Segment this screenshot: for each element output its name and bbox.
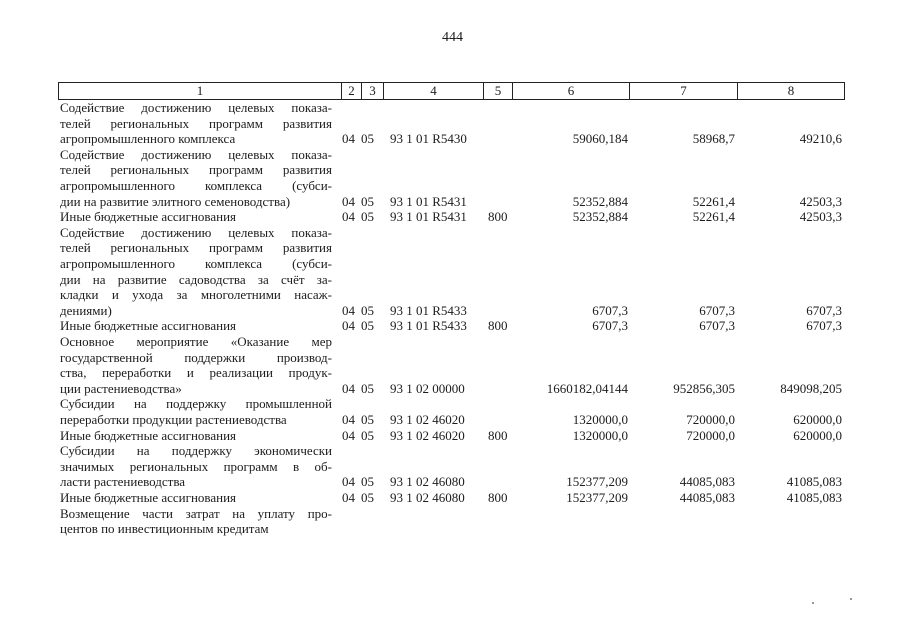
row-description [60, 318, 332, 334]
amount-col-7: 52261,4 [692, 209, 735, 225]
description-line: дии на развитие садоводства за счёт за- [60, 271, 332, 287]
header-col-4: 4 [384, 83, 484, 99]
amount-col-7: 952856,305 [673, 380, 735, 396]
subsection-code: 05 [361, 193, 374, 209]
section-code: 04 [342, 474, 355, 490]
description-line: дениями) [60, 302, 112, 318]
description-line: Субсидии на поддержку экономически [60, 443, 332, 459]
section-code: 04 [342, 131, 355, 147]
description-line: дии на развитие элитного семеноводства) [60, 193, 291, 209]
subsection-code: 05 [361, 131, 374, 147]
description-line: Иные бюджетные ассигнования [60, 427, 237, 443]
header-col-7: 7 [630, 83, 738, 99]
subsection-code: 05 [361, 380, 374, 396]
row-description [60, 225, 332, 319]
target-article-code: 93 1 02 00000 [390, 380, 465, 396]
section-code: 04 [342, 427, 355, 443]
row-description [60, 147, 332, 209]
target-article-code: 93 1 01 R5433 [390, 302, 467, 318]
table-row [0, 100, 905, 147]
description-line: кладки и ухода за многолетними насаж- [60, 287, 332, 303]
header-col-2: 2 [342, 83, 362, 99]
amount-col-8: 41085,083 [786, 474, 842, 490]
amount-col-8: 42503,3 [799, 193, 842, 209]
amount-col-6: 1660182,04144 [546, 380, 628, 396]
description-line: Содействие достижению целевых показа- [60, 100, 332, 115]
table-row [0, 225, 905, 319]
description-line: государственной поддержки производ- [60, 349, 332, 365]
amount-col-7: 52261,4 [692, 193, 735, 209]
description-line: Иные бюджетные ассигнования [60, 209, 237, 225]
table-row [0, 443, 905, 490]
section-code: 04 [342, 318, 355, 334]
description-line: Содействие достижению целевых показа- [60, 146, 332, 162]
description-line: агропромышленного комплекса [60, 131, 236, 147]
description-line: Возмещение части затрат на уплату про- [60, 505, 332, 521]
row-description [60, 209, 332, 225]
amount-col-8: 6707,3 [806, 302, 842, 318]
description-line: Иные бюджетные ассигнования [60, 490, 237, 505]
amount-col-7: 44085,083 [679, 474, 735, 490]
row-description [60, 443, 332, 490]
description-line: ции растениеводства» [60, 380, 182, 396]
target-article-code: 93 1 02 46020 [390, 411, 465, 427]
expense-type-code: 800 [488, 209, 508, 225]
description-line: телей региональных программ развития [60, 162, 332, 178]
table-row [0, 147, 905, 209]
description-line: Субсидии на поддержку промышленной [60, 396, 332, 412]
target-article-code: 93 1 02 46080 [390, 490, 465, 505]
target-article-code: 93 1 01 R5433 [390, 318, 467, 334]
amount-col-6: 59060,184 [572, 131, 628, 147]
subsection-code: 05 [361, 318, 374, 334]
subsection-code: 05 [361, 474, 374, 490]
description-line: Иные бюджетные ассигнования [60, 318, 237, 334]
amount-col-6: 6707,3 [592, 318, 628, 334]
description-line: телей региональных программ развития [60, 115, 332, 131]
table-header [58, 82, 845, 100]
description-line: центов по инвестиционным кредитам [60, 521, 269, 537]
section-code: 04 [342, 209, 355, 225]
target-article-code: 93 1 01 R5430 [390, 131, 467, 147]
amount-col-8: 49210,6 [799, 131, 842, 147]
description-line: ласти растениеводства [60, 474, 186, 490]
row-description [60, 506, 332, 537]
description-line: агропромышленного комплекса (субси- [60, 255, 332, 271]
subsection-code: 05 [361, 411, 374, 427]
header-col-5: 5 [484, 83, 513, 99]
expense-type-code: 800 [488, 490, 508, 505]
row-description [60, 490, 332, 506]
section-code: 04 [342, 411, 355, 427]
description-line: телей региональных программ развития [60, 240, 332, 256]
header-col-6: 6 [513, 83, 630, 99]
amount-col-7: 58968,7 [692, 131, 735, 147]
description-line: Содействие достижению целевых показа- [60, 224, 332, 240]
row-description [60, 334, 332, 396]
header-col-3: 3 [362, 83, 384, 99]
description-line: Основное мероприятие «Оказание мер [60, 334, 332, 349]
row-description [60, 428, 332, 444]
target-article-code: 93 1 02 46020 [390, 427, 465, 443]
table-row [0, 396, 905, 427]
scan-speck [850, 598, 852, 600]
section-code: 04 [342, 380, 355, 396]
table-row [0, 318, 905, 334]
description-line: переработки продукции растениеводства [60, 411, 287, 427]
amount-col-7: 6707,3 [699, 302, 735, 318]
amount-col-8: 42503,3 [799, 209, 842, 225]
description-line: ства, переработки и реализации продук- [60, 365, 332, 381]
amount-col-7: 720000,0 [686, 427, 735, 443]
amount-col-8: 849098,205 [780, 380, 842, 396]
amount-col-7: 720000,0 [686, 411, 735, 427]
target-article-code: 93 1 01 R5431 [390, 209, 467, 225]
amount-col-6: 52352,884 [572, 193, 628, 209]
table-row [0, 490, 905, 506]
amount-col-8: 620000,0 [793, 411, 842, 427]
amount-col-6: 52352,884 [572, 209, 628, 225]
description-line: значимых региональных программ в об- [60, 458, 332, 474]
table-row [0, 209, 905, 225]
section-code: 04 [342, 490, 355, 505]
table-row [0, 506, 905, 537]
header-col-1: 1 [59, 83, 342, 99]
amount-col-7: 6707,3 [699, 318, 735, 334]
target-article-code: 93 1 01 R5431 [390, 193, 467, 209]
amount-col-8: 6707,3 [806, 318, 842, 334]
amount-col-6: 152377,209 [566, 490, 628, 505]
section-code: 04 [342, 193, 355, 209]
row-description [60, 396, 332, 427]
amount-col-7: 44085,083 [679, 490, 735, 505]
expense-type-code: 800 [488, 427, 508, 443]
row-description [60, 100, 332, 147]
header-col-8: 8 [787, 83, 795, 98]
scan-speck [812, 602, 814, 604]
subsection-code: 05 [361, 209, 374, 225]
amount-col-8: 41085,083 [786, 490, 842, 505]
section-code: 04 [342, 302, 355, 318]
subsection-code: 05 [361, 302, 374, 318]
subsection-code: 05 [361, 427, 374, 443]
table-row [0, 334, 905, 396]
amount-col-6: 1320000,0 [572, 411, 628, 427]
amount-col-6: 6707,3 [592, 302, 628, 318]
subsection-code: 05 [361, 490, 374, 505]
table-row [0, 428, 905, 444]
expense-type-code: 800 [488, 318, 508, 334]
amount-col-8: 620000,0 [793, 427, 842, 443]
amount-col-6: 152377,209 [566, 474, 628, 490]
amount-col-6: 1320000,0 [572, 427, 628, 443]
description-line: агропромышленного комплекса (субси- [60, 177, 332, 193]
page-number: 444 [442, 30, 463, 45]
target-article-code: 93 1 02 46080 [390, 474, 465, 490]
